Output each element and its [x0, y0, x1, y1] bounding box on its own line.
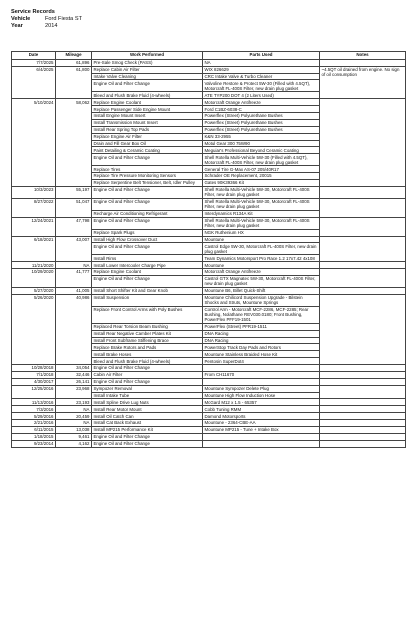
date-cell: 5/27/2020	[12, 287, 56, 294]
parts-cell: Motul Gear 300 75W90	[203, 140, 320, 147]
work-cell: Install Rear Motor Mount	[92, 406, 203, 413]
parts-cell: Mountune High Flow Induction Hose	[203, 392, 320, 399]
parts-cell: PowerFlex (Street) PFR19-1511	[203, 323, 320, 330]
notes-cell	[320, 433, 406, 440]
work-cell: Sympozer Removal	[92, 385, 203, 392]
parts-cell: K&N 33-2955	[203, 133, 320, 140]
parts-cell: Meguiar's Professional Beyond Ceramic Coating	[203, 147, 320, 154]
date-cell: 6/4/2025	[12, 66, 56, 99]
work-cell: Bleed and Flush Brake Fluid (4-wheels)	[92, 358, 203, 365]
parts-cell	[203, 378, 320, 385]
column-header-date: Date	[12, 52, 56, 60]
table-row	[12, 378, 406, 385]
notes-cell	[320, 385, 406, 399]
work-cell: Install Rear Spring Top Pads	[92, 126, 203, 133]
parts-cell: Castrol Edge 5W-30, Motorcraft FL-400S Filter, new drain plug gasket	[203, 243, 320, 255]
notes-cell	[320, 186, 406, 198]
mileage-cell: 47,798	[56, 217, 92, 236]
column-header-parts: Parts Used	[203, 52, 320, 60]
work-cell: Install Front Subframe Stiffening Brace	[92, 337, 203, 344]
work-cell: Engine Oil and Filter Change	[92, 378, 203, 385]
work-cell: Install Rear Negative Camber Plates Kit	[92, 330, 203, 337]
date-cell: 1/18/2015	[12, 433, 56, 440]
parts-cell: Mountune B6, Billet Quick-Shift	[203, 287, 320, 294]
table-row	[12, 426, 406, 433]
work-cell: Bleed and Flush Brake Fluid (4-wheels)	[92, 92, 203, 99]
parts-cell: NGK Ruthenium HX	[203, 229, 320, 236]
parts-cell: DNA Racing	[203, 337, 320, 344]
table-row	[12, 365, 406, 372]
mileage-cell: 32,446	[56, 371, 92, 378]
notes-cell	[320, 287, 406, 294]
parts-cell: Powerflex (Street) Polyurethane Bushes	[203, 119, 320, 126]
work-cell: Replace Cabin Air Filter	[92, 66, 203, 73]
vehicle-row	[11, 16, 82, 23]
table-row	[12, 433, 406, 440]
work-cell: Install Spline Drive Lug Nuts	[92, 399, 203, 406]
parts-cell: Mountune Stainless Braided Hose Kit	[203, 351, 320, 358]
work-cell: Engine Oil and Filter Change	[92, 217, 203, 229]
parts-cell: Mountune Chilicord Suspension Upgrade - Bilstein Shocks and Struts, Mountune Springs	[203, 294, 320, 306]
work-cell: Engine Oil and Filter Change	[92, 80, 203, 92]
date-cell: 6/11/2015	[12, 426, 56, 433]
parts-cell: Powerflex (Street) Polyurethane Bushes	[203, 126, 320, 133]
date-cell: 8/27/2022	[12, 198, 56, 217]
parts-cell: Mountune Sympozer Delete Plug	[203, 385, 320, 392]
work-cell: Replace Brake Rotors and Pads	[92, 344, 203, 351]
date-cell: 11/21/2020	[12, 262, 56, 269]
table-row	[12, 269, 406, 276]
work-cell: Install Brake Hoses	[92, 351, 203, 358]
parts-cell: Mountune	[203, 262, 320, 269]
work-cell: Cabin Air Filter	[92, 371, 203, 378]
work-cell: Install Engine Mount Insert	[92, 113, 203, 120]
date-cell: 2/21/2016	[12, 420, 56, 427]
work-cell: Drain and Fill Gear Box Oil	[92, 140, 203, 147]
notes-cell	[320, 420, 406, 427]
date-cell: 5/10/2024	[12, 99, 56, 187]
parts-cell: Powerflex (Street) Polyurethane Bushes	[203, 113, 320, 120]
work-cell: Replace Engine Air Filter	[92, 133, 203, 140]
work-cell: Engine Oil and Filter Change	[92, 440, 203, 447]
work-cell: Replace Engine Coolant	[92, 269, 203, 276]
year-row	[11, 23, 82, 30]
work-cell: Replaced Rear Torsion Beam Bushing	[92, 323, 203, 330]
table-row	[12, 262, 406, 269]
work-cell: Paint Detailing & Ceramic Coating	[92, 147, 203, 154]
year-value: 2014	[45, 23, 58, 29]
work-cell: Recharge Air Conditioning Refrigerant	[92, 210, 203, 217]
work-cell: Install Intake Tube	[92, 392, 203, 399]
table-row	[12, 217, 406, 229]
notes-cell	[320, 440, 406, 447]
notes-cell	[320, 378, 406, 385]
mileage-cell: 26,141	[56, 378, 92, 385]
column-header-notes: Notes	[320, 52, 406, 60]
notes-cell	[320, 59, 406, 66]
parts-cell: Motorcraft Orange Antifreeze	[203, 269, 320, 276]
date-cell: 7/1/2018	[12, 371, 56, 378]
column-header-mileage: Mileage	[56, 52, 92, 60]
service-records-table	[11, 51, 406, 448]
mileage-cell: NA	[56, 420, 92, 427]
parts-cell: WIX 826629	[203, 66, 320, 73]
parts-cell: Ford C1BZ-6038-C	[203, 106, 320, 113]
parts-cell: Shell Rotella Multi-Vehicle 5W-30 (Filled with 4.5QT), Motorcraft FL-400S Filter, new drain plug gasket	[203, 154, 320, 166]
mileage-cell: 51,047	[56, 198, 92, 217]
date-cell: 5/29/2016	[12, 413, 56, 420]
parts-cell: DNA Racing	[203, 330, 320, 337]
parts-cell: Mountune	[203, 236, 320, 243]
work-cell: Engine Oil and Filter Change	[92, 198, 203, 210]
parts-cell: Gates 90K39366 Kit	[203, 179, 320, 186]
date-cell: 12/24/2021	[12, 217, 56, 236]
parts-cell: CRC Intake Valve & Turbo Cleaner	[203, 73, 320, 80]
notes-cell	[320, 262, 406, 269]
mileage-cell: 34,054	[56, 365, 92, 372]
work-cell: Replace Spark Plugs	[92, 229, 203, 236]
year-label: Year	[11, 23, 23, 29]
notes-cell	[320, 294, 406, 364]
date-cell: 7/7/2025	[12, 59, 56, 66]
notes-cell	[320, 413, 406, 420]
mileage-cell: NA	[56, 262, 92, 269]
notes-cell	[320, 269, 406, 288]
date-cell: 4/30/2017	[12, 378, 56, 385]
parts-cell: Shell Rotella Multi-Vehicle 5W-30, Motorcraft FL-400S Filter, new drain plug gasket	[203, 186, 320, 198]
date-cell: 9/23/2014	[12, 440, 56, 447]
work-cell: Install Oil Catch Can	[92, 413, 203, 420]
mileage-cell: 23,193	[56, 399, 92, 406]
parts-cell: Castrol GTX Magnatec 5W-30, Motorcraft FL-400S Filter, new drain plug gasket	[203, 275, 320, 287]
parts-cell	[203, 440, 320, 447]
date-cell: 7/3/2016	[12, 406, 56, 413]
work-cell: Install Suspension	[92, 294, 203, 306]
mileage-cell: 61,896	[56, 59, 92, 66]
parts-cell: NA	[203, 59, 320, 66]
document-title: Service Records	[11, 9, 55, 15]
table-row	[12, 59, 406, 66]
table-row	[12, 440, 406, 447]
work-cell: Engine Oil and Filter Change	[92, 275, 203, 287]
parts-cell: Pentosin SuperDot4	[203, 358, 320, 365]
mileage-cell: 13,038	[56, 426, 92, 433]
work-cell: Engine Oil and Filter Change	[92, 243, 203, 255]
mileage-cell: 41,777	[56, 269, 92, 288]
parts-cell: Schrader OE Replacement, 20015	[203, 173, 320, 180]
table-row	[12, 186, 406, 198]
mileage-cell: 58,062	[56, 99, 92, 187]
parts-cell: McGard M12 x 1.5 - 65357	[203, 399, 320, 406]
work-cell: Replace Front Control Arms with Poly Bushes	[92, 306, 203, 323]
parts-cell: Team Dynamics Motorsport Pro Race 1.2 17x7.42 4x108	[203, 255, 320, 262]
work-cell: Pre-Sale Smog Check (PASS)	[92, 59, 203, 66]
table-row	[12, 99, 406, 106]
mileage-cell: 61,800	[56, 66, 92, 99]
table-row	[12, 413, 406, 420]
mileage-cell: 40,986	[56, 294, 92, 364]
work-cell: Install Transmission Mount Insert	[92, 119, 203, 126]
notes-cell	[320, 198, 406, 217]
notes-cell	[320, 426, 406, 433]
work-cell: Install Rims	[92, 255, 203, 262]
mileage-cell: 55,197	[56, 186, 92, 198]
work-cell: Install Short Shifter Kit and Gear Knob	[92, 287, 203, 294]
mileage-cell: 20,459	[56, 413, 92, 420]
work-cell: Engine Oil and Filter Change	[92, 186, 203, 198]
work-cell: Replace Engine Coolant	[92, 99, 203, 106]
table-row	[12, 406, 406, 413]
parts-cell: PowerStop Track Day Pads and Rotors	[203, 344, 320, 351]
table-body	[12, 59, 406, 447]
parts-cell: Mountune - 2364-CBE-AA	[203, 420, 320, 427]
work-cell: Install High Flow Crossover Duct	[92, 236, 203, 243]
date-cell: 10/28/2018	[12, 365, 56, 372]
work-cell: Replace Tires	[92, 166, 203, 173]
column-header-work: Work Performed	[92, 52, 203, 60]
notes-cell	[320, 399, 406, 406]
vehicle-label: Vehicle	[11, 16, 31, 22]
parts-cell: General Tire G-Max AS-07 205/40R17	[203, 166, 320, 173]
parts-cell: Cobb Tuning RMM	[203, 406, 320, 413]
notes-cell	[320, 406, 406, 413]
notes-cell	[320, 365, 406, 372]
mileage-cell: 41,005	[56, 287, 92, 294]
mileage-cell: 43,007	[56, 236, 92, 262]
date-cell: 10/3/2023	[12, 186, 56, 198]
parts-cell: Shell Rotella Multi-Vehicle 5W-30, Motorcraft FL-400S Filter, new drain plug gasket	[203, 217, 320, 229]
table-row	[12, 385, 406, 392]
date-cell: 12/25/2016	[12, 385, 56, 399]
work-cell: Engine Oil and Filter Change	[92, 365, 203, 372]
mileage-cell: NA	[56, 406, 92, 413]
notes-cell	[320, 236, 406, 262]
table-row	[12, 371, 406, 378]
work-cell: Install Cat Back Exhaust	[92, 420, 203, 427]
notes-cell: ~4.5QT oil drained from engine. No sign of oil consumption	[320, 66, 406, 99]
table-row	[12, 294, 406, 306]
work-cell: Replace Serpentine Belt Tensioner, Belt, Idler Pulley	[92, 179, 203, 186]
parts-cell: Control Arm - Motorcraft MCF-2286, MCF-2285; Rear Bushing, Nolathane REV030.0180; Front Bushing, PowerFlex PFF19-1501	[203, 306, 320, 323]
parts-cell: Mountune MP215 - Tune + Intake Box	[203, 426, 320, 433]
work-cell: Intake Valve Cleaning	[92, 73, 203, 80]
date-cell: 5/26/2020	[12, 294, 56, 364]
vehicle-value: Ford Fiesta ST	[45, 16, 82, 22]
work-cell: Replace Tire Pressure Monitoring Sensors	[92, 173, 203, 180]
parts-cell: ATE TYP200 DOT 4 (2 Liters Used)	[203, 92, 320, 99]
mileage-cell: 23,968	[56, 385, 92, 399]
parts-cell: Damond Motorsports	[203, 413, 320, 420]
work-cell: Replace Passenger Side Engine Mount	[92, 106, 203, 113]
date-cell: 11/13/2016	[12, 399, 56, 406]
work-cell: Install Lower Intercooler Charge Pipe	[92, 262, 203, 269]
parts-cell: Interdynamics R134A Kit	[203, 210, 320, 217]
mileage-cell: 9,461	[56, 433, 92, 440]
table-header-row	[12, 52, 406, 60]
work-cell: Install MP215 Performance Kit	[92, 426, 203, 433]
parts-cell: Valvoline Restore & Protect 5W-30 (Filled with 4.5QT), Motorcraft FL-400S Filter, new drain plug gasket	[203, 80, 320, 92]
table-row	[12, 420, 406, 427]
table-row	[12, 66, 406, 73]
parts-cell	[203, 365, 320, 372]
work-cell: Engine Oil and Filter Change	[92, 433, 203, 440]
notes-cell	[320, 371, 406, 378]
table-row	[12, 399, 406, 406]
table-row	[12, 198, 406, 210]
notes-cell	[320, 99, 406, 187]
table-row	[12, 236, 406, 243]
date-cell: 10/29/2020	[12, 269, 56, 288]
notes-cell	[320, 217, 406, 236]
parts-cell: Motorcraft Orange Antifreeze	[203, 99, 320, 106]
document-header	[11, 9, 82, 30]
table-row	[12, 287, 406, 294]
date-cell: 6/18/2021	[12, 236, 56, 262]
mileage-cell: 4,162	[56, 440, 92, 447]
parts-cell	[203, 433, 320, 440]
work-cell: Engine Oil and Filter Change	[92, 154, 203, 166]
parts-cell: Shell Rotella Multi-Vehicle 5W-30, Motorcraft FL-400S Filter, new drain plug gasket	[203, 198, 320, 210]
parts-cell: From CH11670	[203, 371, 320, 378]
